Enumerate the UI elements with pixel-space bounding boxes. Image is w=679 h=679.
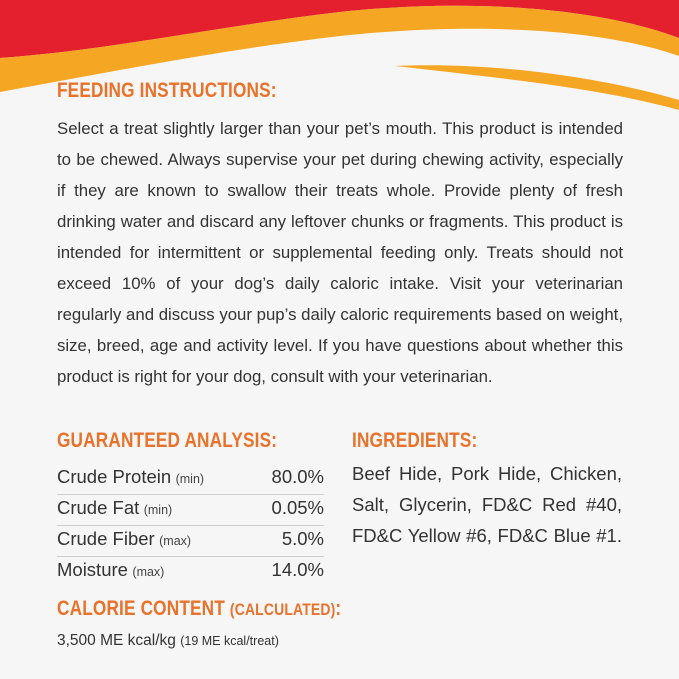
swoosh-orange-tail xyxy=(395,65,679,110)
calorie-per-kg: 3,500 ME kcal/kg xyxy=(57,632,176,649)
calorie-content-value xyxy=(57,632,279,650)
ingredients-list: Beef Hide, Pork Hide, Chicken, Salt, Glycerin, FD&C Red #40, FD&C Yellow #6, FD&C Blue #1. xyxy=(352,463,622,546)
analysis-qualifier: (max) xyxy=(159,534,192,548)
ingredients-heading: INGREDIENTS: xyxy=(352,429,478,452)
analysis-name-cell xyxy=(57,497,172,519)
feeding-instructions-text: Select a treat slightly larger than your pet’s mouth. This product is intended to be chewed. Always supervise your pet during chewing activity, especially if they are known to swallow their treats whole. Provide plenty of fresh drinking water and discard any leftover chunks or fragments. This product is intended for intermittent or supplemental feeding only. Treats should not exceed 10% of your dog’s daily caloric intake. Visit your veterinarian regularly and discuss your pup’s daily caloric requirements based on weight, size, breed, age and activity level. If you have questions about whether this product is right for your dog, consult with your veterinarian. xyxy=(57,119,623,386)
analysis-nutrient-name: Crude Fat xyxy=(57,497,140,518)
calorie-per-treat: (19 ME kcal/treat) xyxy=(180,634,279,648)
analysis-qualifier: (min) xyxy=(143,503,173,517)
analysis-value: 5.0% xyxy=(281,528,324,549)
analysis-row-crude-protein xyxy=(57,464,324,495)
feeding-instructions-heading: FEEDING INSTRUCTIONS: xyxy=(57,79,277,102)
analysis-row-crude-fat xyxy=(57,495,324,526)
analysis-row-crude-fiber xyxy=(57,526,324,557)
analysis-name-cell xyxy=(57,466,204,488)
guaranteed-analysis-heading: GUARANTEED ANALYSIS: xyxy=(57,429,278,452)
analysis-value: 0.05% xyxy=(271,497,324,518)
analysis-qualifier: (max) xyxy=(132,565,165,579)
guaranteed-analysis-table xyxy=(57,464,324,588)
calorie-heading-note: (CALCULATED) xyxy=(229,600,336,619)
analysis-value: 80.0% xyxy=(271,466,324,487)
calorie-heading-colon: : xyxy=(335,597,342,620)
analysis-nutrient-name: Moisture xyxy=(57,559,128,580)
analysis-name-cell xyxy=(57,528,191,550)
analysis-name-cell xyxy=(57,559,164,581)
analysis-nutrient-name: Crude Fiber xyxy=(57,528,155,549)
analysis-qualifier: (min) xyxy=(175,472,205,486)
calorie-content-heading xyxy=(57,597,341,621)
analysis-nutrient-name: Crude Protein xyxy=(57,466,172,487)
analysis-row-moisture xyxy=(57,557,324,588)
analysis-value: 14.0% xyxy=(271,559,324,580)
calorie-heading-label: CALORIE CONTENT xyxy=(57,597,225,620)
